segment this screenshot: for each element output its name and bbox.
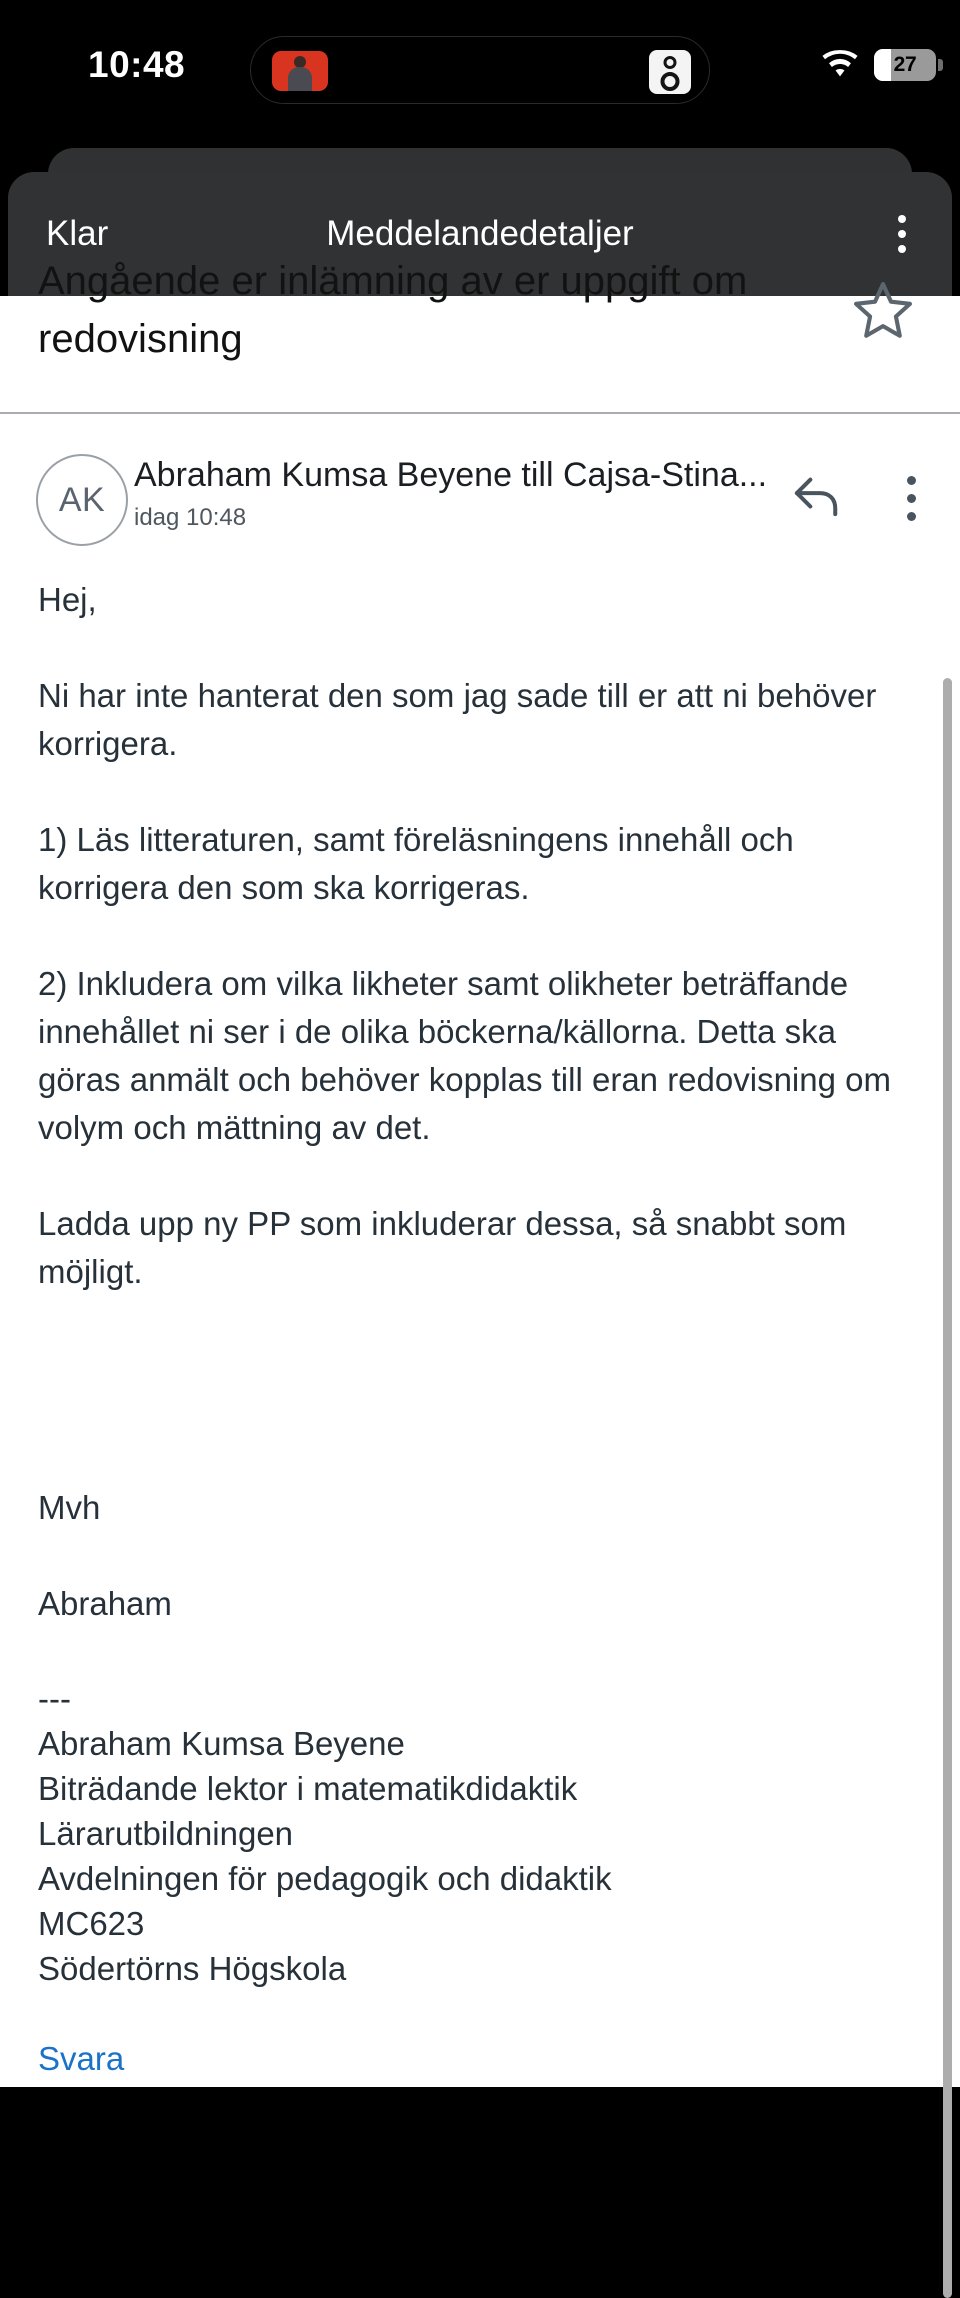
signature-line: Avdelningen för pedagogik och didaktik xyxy=(38,1860,612,1897)
message-overflow-icon[interactable] xyxy=(907,476,916,521)
signature-line: Lärarutbildningen xyxy=(38,1815,294,1852)
header-divider xyxy=(0,412,960,414)
subject-line-visible: redovisning xyxy=(38,317,243,361)
closing-line: Mvh xyxy=(38,1489,101,1526)
signature-line: Södertörns Högskola xyxy=(38,1950,347,1987)
wifi-icon xyxy=(820,50,860,80)
message-body xyxy=(38,576,922,2083)
status-bar-indicators xyxy=(820,49,936,81)
battery-percent-label: 27 xyxy=(893,53,917,76)
status-bar xyxy=(0,0,960,130)
kebab-dot xyxy=(907,476,916,485)
body-paragraph: Ladda upp ny PP som inkluderar dessa, så snabbt som möjligt. xyxy=(38,1205,847,1290)
message-detail-sheet xyxy=(0,259,960,2087)
kebab-dot xyxy=(898,215,906,223)
dynamic-island[interactable] xyxy=(250,36,710,104)
kebab-dot xyxy=(907,494,916,503)
kebab-dot xyxy=(907,512,916,521)
message-timestamp: idag 10:48 xyxy=(134,504,247,531)
signature-line: Biträdande lektor i matematikdidaktik xyxy=(38,1770,578,1807)
sender-row[interactable] xyxy=(0,446,960,564)
battery-fill xyxy=(874,49,891,81)
reply-arrow-icon[interactable] xyxy=(790,472,846,518)
signature-block xyxy=(38,1676,922,1991)
kebab-dot xyxy=(898,245,906,253)
speaker-tweeter-shape xyxy=(664,56,677,69)
page-title: Meddelandedetaljer xyxy=(326,214,634,253)
done-button[interactable]: Klar xyxy=(46,214,109,253)
subject-header xyxy=(0,259,960,408)
signature-line: Abraham Kumsa Beyene xyxy=(38,1725,405,1762)
signature-line: MC623 xyxy=(38,1905,145,1942)
reply-link[interactable]: Svara xyxy=(38,2040,125,2077)
sender-name: Abraham Kumsa Beyene till Cajsa-Stina... xyxy=(134,456,768,494)
body-paragraph: 1) Läs litteraturen, samt föreläsningens innehåll och korrigera den som ska korrigeras. xyxy=(38,821,794,906)
scrollbar-thumb[interactable] xyxy=(943,678,952,2298)
speaker-woofer-shape xyxy=(661,72,680,91)
avatar[interactable]: AK xyxy=(36,454,128,546)
signature-line: --- xyxy=(38,1680,71,1717)
person-body-shape xyxy=(288,67,312,91)
subject-line-clipped: Angående er inlämning av er uppgift om xyxy=(38,259,748,303)
body-paragraph: Ni har inte hanterat den som jag sade till er att ni behöver korrigera. xyxy=(38,677,877,762)
scrollbar-track[interactable] xyxy=(946,296,956,2087)
speaker-icon[interactable] xyxy=(649,50,691,94)
kebab-menu-icon[interactable] xyxy=(898,215,906,253)
body-spacer xyxy=(38,1344,922,1484)
video-thumbnail-icon[interactable] xyxy=(272,51,328,91)
body-paragraph: 2) Inkludera om vilka likheter samt olikheter beträffande innehållet ni ser i de olika böckerna/källorna. Detta ska göras anmält och behöver kopplas till eran redovisning om volym och mättning av det. xyxy=(38,965,891,1146)
signer-name: Abraham xyxy=(38,1585,172,1622)
star-outline-icon[interactable] xyxy=(850,278,916,344)
battery-cap xyxy=(938,59,943,71)
kebab-dot xyxy=(898,230,906,238)
status-bar-clock: 10:48 xyxy=(88,44,186,85)
body-paragraph: Hej, xyxy=(38,581,97,618)
battery-indicator xyxy=(874,49,936,81)
